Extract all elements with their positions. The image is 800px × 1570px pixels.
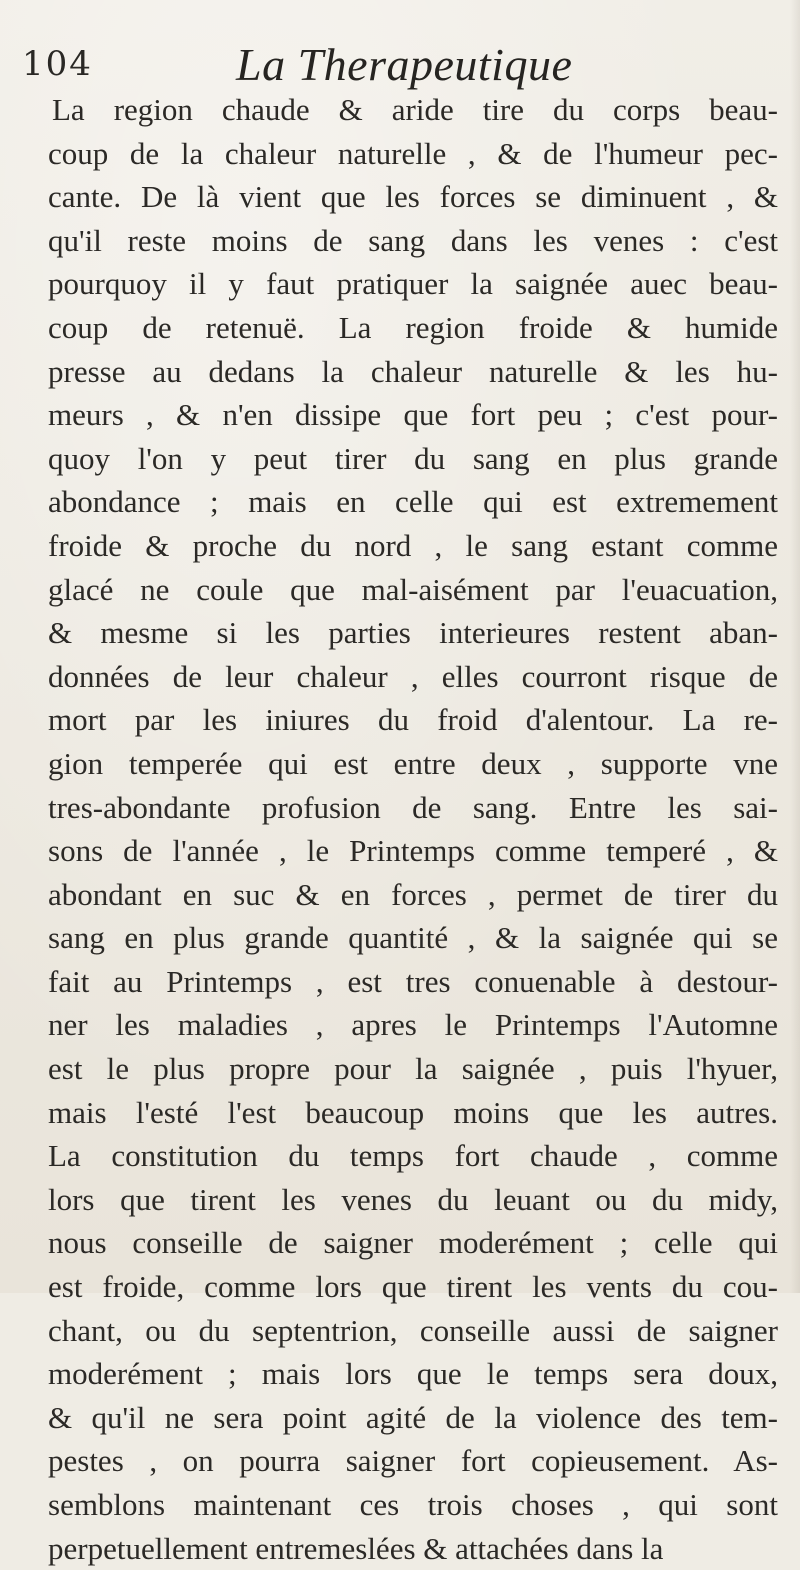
text-line: presse au dedans la chaleur naturelle & les hu- (48, 353, 778, 389)
text-line: La region chaude & aride tire du corps beau- (52, 92, 778, 127)
text-line: froide & proche du nord , le sang estant comme (48, 527, 778, 563)
text-line: ner les maladies , apres le Printemps l'Automne (48, 1007, 778, 1043)
scan-edge-shadow (790, 0, 800, 1293)
text-line: quoy l'on y peut tirer du sang en plus grande (48, 440, 778, 476)
text-line: nous conseille de saigner moderément ; celle qui (48, 1225, 778, 1261)
text-line: chant, ou du septentrion, conseille aussi de saigner (48, 1312, 778, 1348)
text-line: tres-abondante profusion de sang. Entre les sai- (48, 789, 778, 825)
text-line: moderément ; mais lors que le temps sera doux, (48, 1356, 778, 1392)
text-line: semblons maintenant ces trois choses , qui sont (48, 1487, 778, 1522)
text-line: & qu'il ne sera point agité de la violence des tem- (48, 1399, 778, 1435)
text-line: glacé ne coule que mal-aisément par l'euacuation, (48, 571, 778, 607)
text-line: La constitution du temps fort chaude , comme (48, 1138, 778, 1174)
text-line: abondant en suc & en forces , permet de tirer du (48, 876, 778, 912)
text-line: coup de la chaleur naturelle , & de l'humeur pec- (48, 135, 778, 171)
text-line: pourquoy il y faut pratiquer la saignée auec beau- (48, 266, 778, 302)
text-line: données de leur chaleur , elles courront risque de (48, 658, 778, 694)
running-title: La Therapeutique (236, 39, 573, 90)
text-line: lors que tirent les venes du leuant ou du midy, (48, 1181, 778, 1217)
text-line: coup de retenuë. La region froide & humide (48, 309, 778, 345)
text-line: est froide, comme lors que tirent les vents du cou- (48, 1269, 778, 1305)
text-line: qu'il reste moins de sang dans les venes : c'est (48, 222, 778, 258)
text-line: mais l'esté l'est beaucoup moins que les autres. (48, 1094, 778, 1130)
text-line: abondance ; mais en celle qui est extremement (48, 484, 778, 520)
text-line: gion temperée qui est entre deux , supporte vne (48, 745, 778, 781)
body-text (48, 88, 778, 1570)
text-line: cante. De là vient que les forces se diminuent , & (48, 179, 778, 215)
page-number: 104 (22, 44, 93, 84)
text-line: sons de l'année , le Printemps comme temperé , & (48, 833, 778, 869)
text-line: & mesme si les parties interieures restent aban- (48, 615, 778, 651)
text-line: est le plus propre pour la saignée , puis l'hyuer, (48, 1051, 778, 1087)
text-line: mort par les iniures du froid d'alentour. La re- (48, 702, 778, 738)
text-line: pestes , on pourra saigner fort copieusement. As- (48, 1443, 778, 1479)
text-line: fait au Printemps , est tres conuenable à destour- (48, 963, 778, 999)
text-line: sang en plus grande quantité , & la saignée qui se (48, 920, 778, 956)
text-line: meurs , & n'en dissipe que fort peu ; c'est pour- (48, 397, 778, 433)
text-line: perpetuellement entremeslées & attachées dans la (48, 1530, 664, 1566)
